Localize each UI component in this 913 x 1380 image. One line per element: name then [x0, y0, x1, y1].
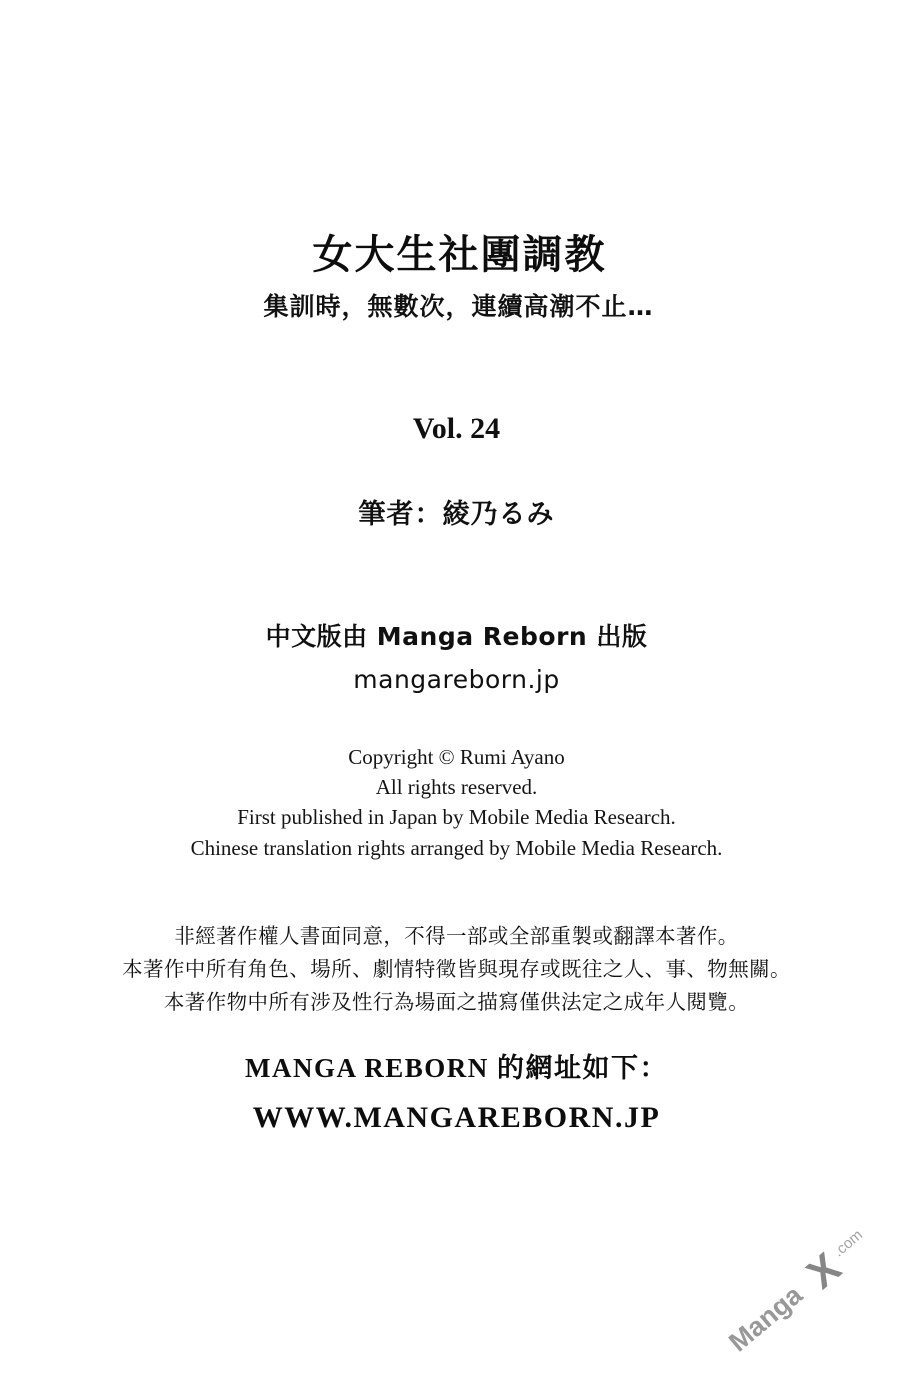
copyright-line: All rights reserved.: [375, 775, 538, 800]
notice-line: 非經著作權人書面同意，不得一部或全部重製或翻譯本著作。: [174, 924, 739, 948]
site-callout-label: MANGA REBORN 的網址如下：: [244, 1053, 668, 1083]
volume-label: Vol. 24: [412, 412, 501, 445]
watermark-text: Manga: [723, 1279, 808, 1358]
watermark-x-icon: X: [797, 1243, 850, 1298]
publisher-block: [0, 618, 913, 700]
title-block: [0, 232, 913, 322]
publisher-name: 中文版由 Manga Reborn 出版: [265, 622, 648, 651]
site-callout-block: [0, 1046, 913, 1135]
notice-line: 本著作中所有角色、場所、劇情特徵皆與現存或既往之人、事、物無關。: [122, 957, 791, 982]
page-subtitle: 集訓時，無數次，連續高潮不止…: [263, 292, 654, 321]
author-label: 筆者：綾乃るみ: [358, 499, 555, 530]
copyright-line: Copyright © Rumi Ayano: [348, 745, 565, 769]
watermark-inner: [684, 1172, 899, 1380]
copyright-block: [0, 742, 913, 863]
legal-notice-block: [0, 920, 913, 1020]
notice-line: 本著作物中所有涉及性行為場面之描寫僅供法定之成年人閱覽。: [163, 990, 750, 1015]
page-title: 女大生社團調教: [312, 232, 607, 278]
copyright-line: First published in Japan by Mobile Media Research.: [237, 805, 676, 830]
publisher-url: mangareborn.jp: [353, 664, 560, 694]
copyright-line: Chinese translation rights arranged by Mobile Media Research.: [190, 835, 723, 860]
site-callout-url: WWW.MANGAREBORN.JP: [252, 1101, 661, 1134]
watermark: [684, 1172, 899, 1380]
watermark-suffix: .com: [830, 1226, 867, 1261]
